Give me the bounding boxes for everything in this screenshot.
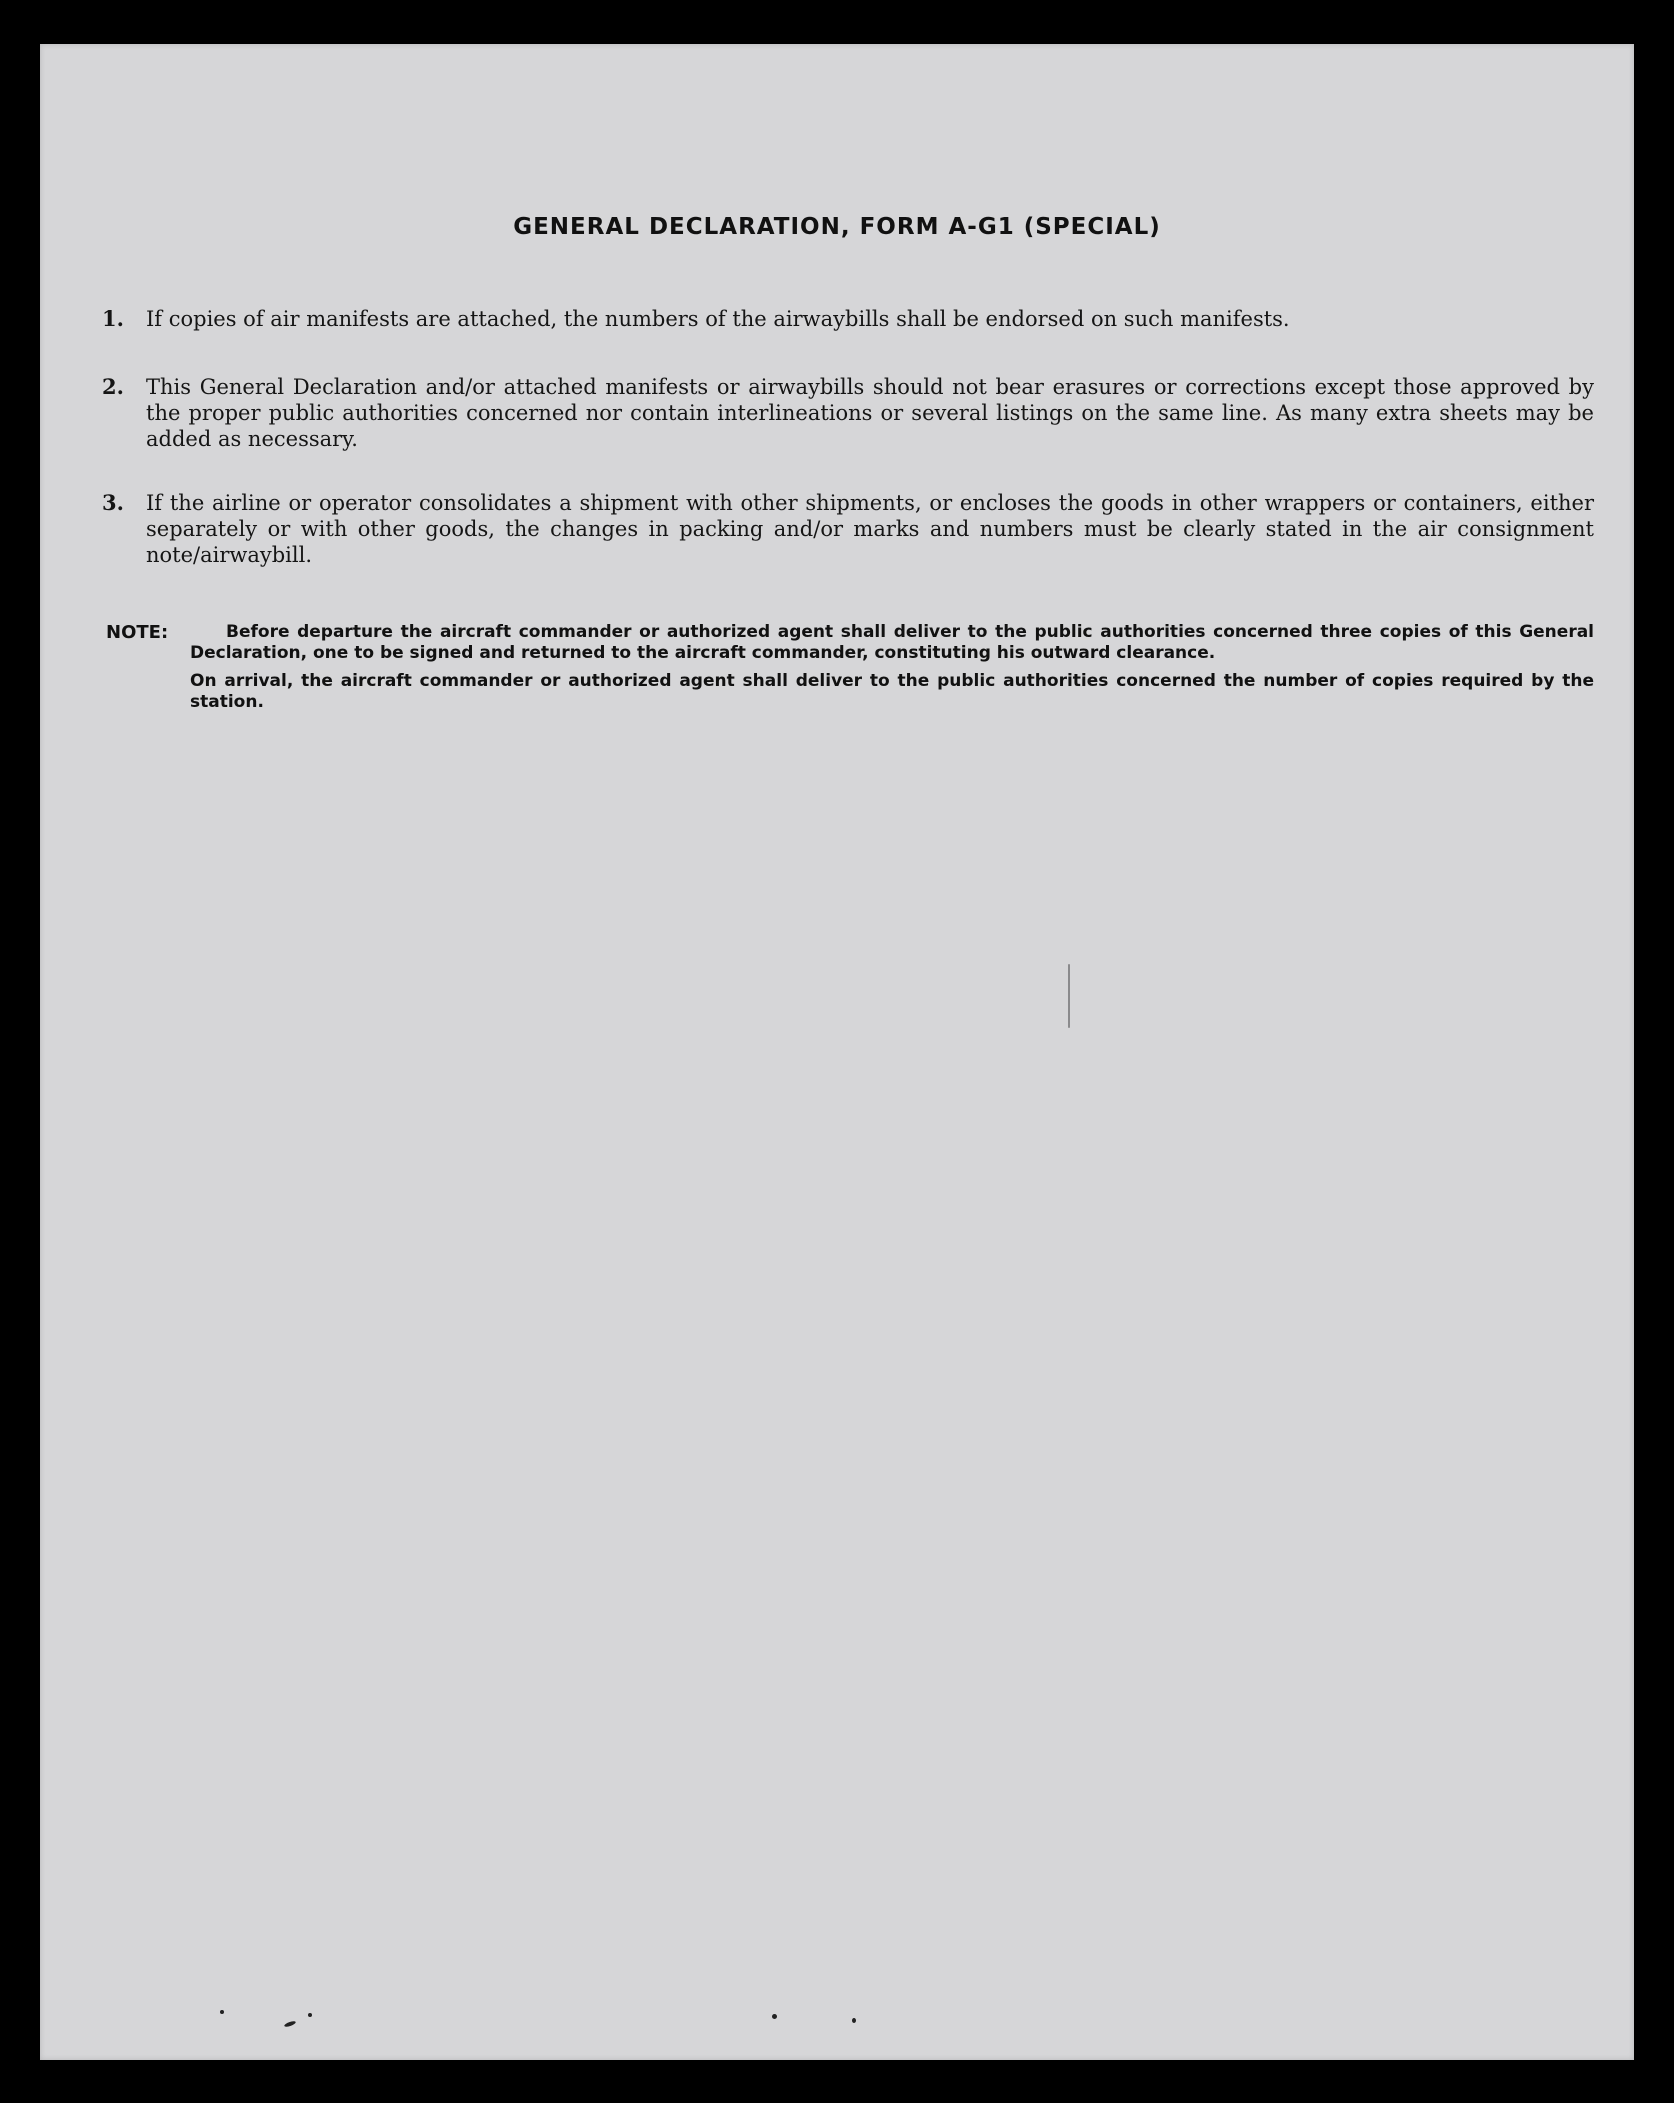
scan-speck: [1068, 964, 1070, 1028]
item-number: 1.: [102, 306, 124, 331]
item-text: If copies of air manifests are attached, the numbers of the airwaybills shall be endorsed on such manifests.: [146, 307, 1290, 331]
document-page: [40, 44, 1634, 2060]
item-number: 3.: [102, 490, 124, 515]
scan-speck: [284, 2020, 297, 2028]
note-label: NOTE:: [106, 622, 169, 643]
document-title: GENERAL DECLARATION, FORM A-G1 (SPECIAL): [513, 214, 1161, 240]
item-text: If the airline or operator consolidates a shipment with other shipments, or encloses the goods in other wrappers or containers, either separately or with other goods, the changes in packing and/or marks and numbers must be clearly stated in the air consignment note/airwaybill.: [146, 491, 1594, 567]
scan-speck: [772, 2014, 777, 2019]
item-text: This General Declaration and/or attached manifests or airwaybills should not bear erasures or corrections except those approved by the proper public authorities concerned nor contain interlineations or several listings on the same line. As many extra sheets may be added as necessary.: [146, 375, 1594, 451]
item-number: 2.: [102, 374, 124, 399]
instruction-item-2: [102, 374, 1594, 452]
note-section: [106, 622, 1594, 713]
scan-speck: [308, 2013, 312, 2017]
instruction-item-3: [102, 490, 1594, 568]
note-paragraph-arrival: On arrival, the aircraft commander or authorized agent shall deliver to the public authorities concerned the number of copies required by the station.: [190, 671, 1594, 712]
note-paragraph-departure: Before departure the aircraft commander or authorized agent shall deliver to the public authorities concerned three copies of this General Declaration, one to be signed and returned to the aircraft commander, constituting his outward clearance.: [190, 622, 1594, 663]
scan-speck: [852, 2018, 856, 2023]
scan-speck: [220, 2010, 224, 2014]
instruction-item-1: [102, 306, 1594, 332]
